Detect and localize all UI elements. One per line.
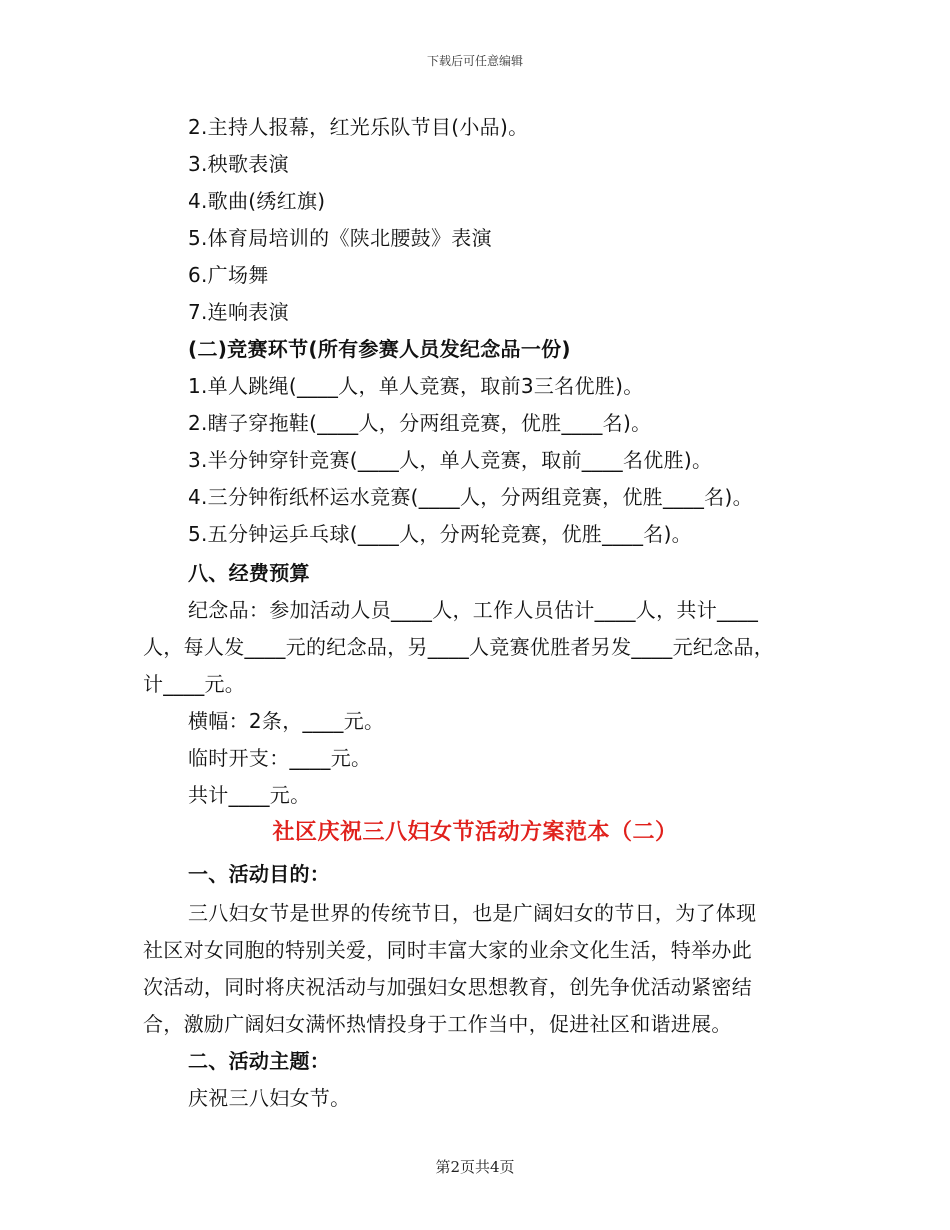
program-item-6: 6.广场舞	[188, 263, 269, 287]
section-title: 社区庆祝三八妇女节活动方案范本（二）	[272, 820, 678, 845]
program-item-7: 7.连响表演	[188, 300, 289, 324]
competition-item-3: 3.半分钟穿针竞赛(____人，单人竞赛，取前____名优胜)。	[188, 448, 713, 472]
purpose-paragraph-line-1: 三八妇女节是世界的传统节日，也是广阔妇女的节日，为了体现	[188, 901, 757, 925]
purpose-paragraph-line-4: 合，激励广阔妇女满怀热情投身于工作当中，促进社区和谐进展。	[143, 1012, 732, 1036]
competition-item-4: 4.三分钟衔纸杯运水竞赛(____人，分两组竞赛，优胜____名)。	[188, 485, 753, 509]
page-header: 下载后可任意编辑	[426, 54, 523, 68]
purpose-paragraph-line-3: 次活动，同时将庆祝活动与加强妇女思想教育，创先争优活动紧密结	[143, 975, 752, 999]
program-item-2: 2.主持人报幕，红光乐队节目(小品)。	[188, 115, 529, 139]
competition-item-1: 1.单人跳绳(____人，单人竞赛，取前3三名优胜)。	[188, 374, 644, 398]
competition-item-5: 5.五分钟运乒乓球(____人，分两轮竞赛，优胜____名)。	[188, 522, 692, 546]
purpose-paragraph-line-2: 社区对女同胞的特别关爱，同时丰富大家的业余文化生活，特举办此	[143, 938, 752, 962]
program-item-3: 3.秧歌表演	[188, 152, 289, 176]
budget-temporary: 临时开支：____元。	[188, 746, 372, 770]
budget-souvenir-line-3: 计____元。	[143, 672, 246, 696]
budget-souvenir-line-1: 纪念品：参加活动人员____人，工作人员估计____人，共计____	[188, 598, 759, 622]
budget-banner: 横幅：2条，____元。	[188, 709, 385, 733]
budget-souvenir-line-2: 人，每人发____元的纪念品，另____人竞赛优胜者另发____元纪念品，	[143, 635, 775, 659]
page-footer: 第2页共4页	[435, 1158, 515, 1176]
budget-total: 共计____元。	[188, 783, 311, 807]
theme-heading: 二、活动主题：	[188, 1049, 331, 1073]
competition-heading: (二)竞赛环节(所有参赛人员发纪念品一份)	[188, 337, 571, 361]
theme-text: 庆祝三八妇女节。	[188, 1086, 351, 1110]
competition-item-2: 2.瞎子穿拖鞋(____人，分两组竞赛，优胜____名)。	[188, 411, 652, 435]
purpose-heading: 一、活动目的：	[188, 862, 331, 886]
program-item-5: 5.体育局培训的《陕北腰鼓》表演	[188, 226, 492, 250]
budget-heading: 八、经费预算	[188, 561, 310, 585]
program-item-4: 4.歌曲(绣红旗)	[188, 189, 326, 213]
